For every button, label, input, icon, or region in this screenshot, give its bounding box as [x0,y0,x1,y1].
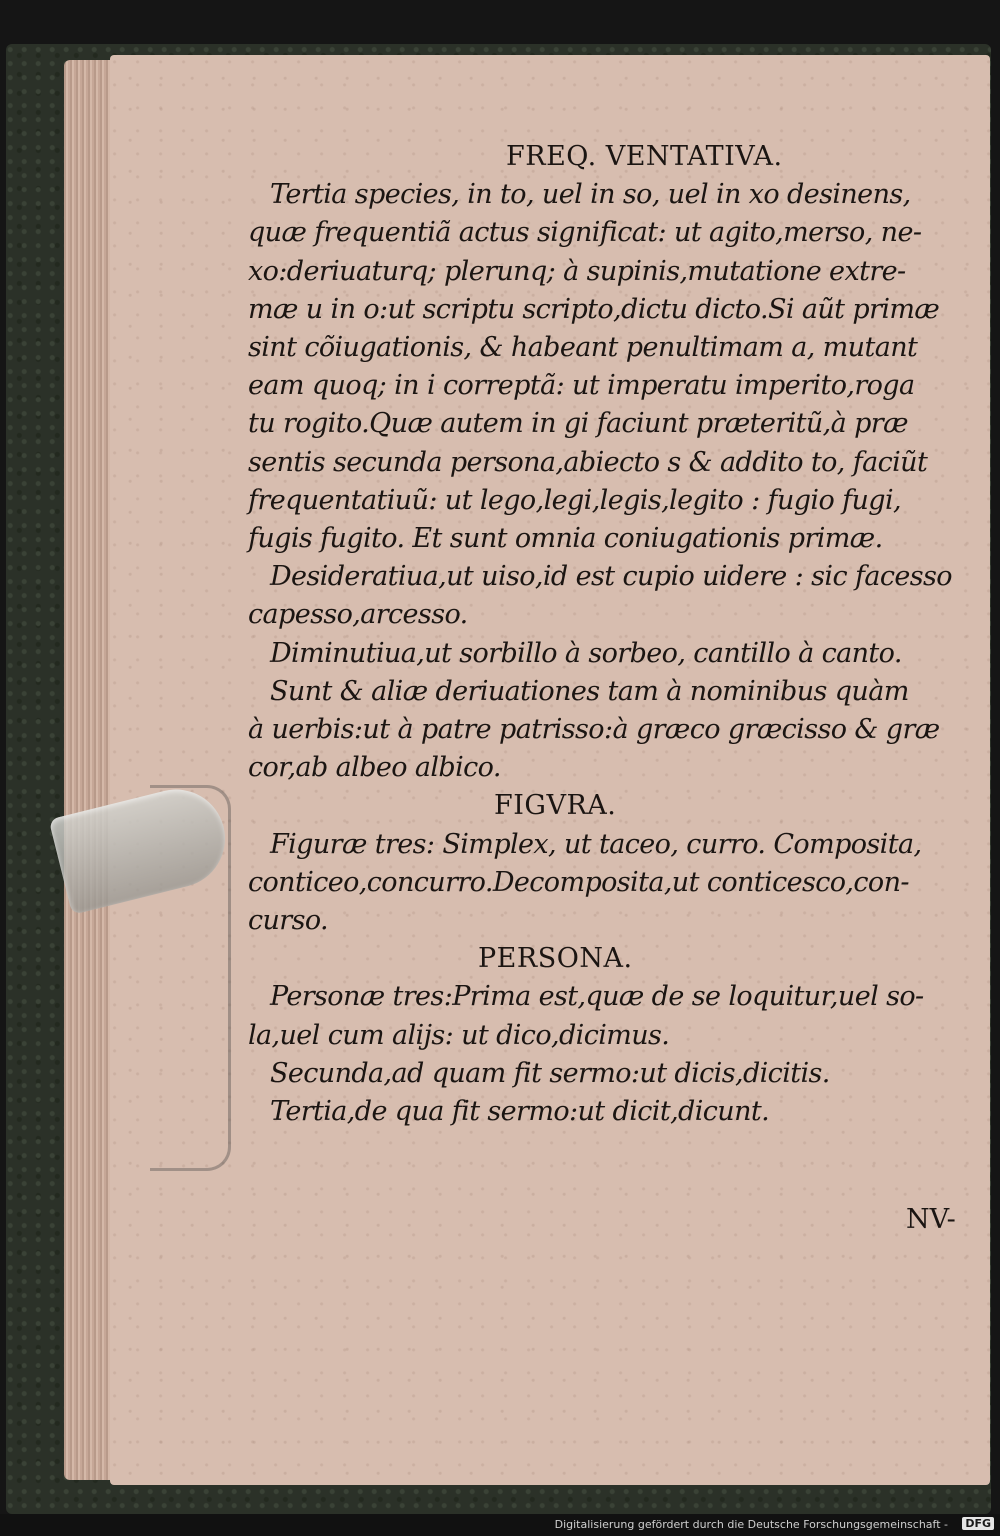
paragraph-personae [248,978,968,1054]
text-line: conticeo,concurro.Decomposita,ut conticesco,con- [248,866,909,898]
heading-frequentativa: FREQ. VENTATIVA. [506,141,783,172]
text-line: Secunda,ad quam fit sermo:ut dicis,dicitis. [270,1057,830,1089]
page-text [248,138,968,1131]
text-line: sint cõiugationis, & habeant penultimam a, mutant [248,332,918,364]
text-line: xo:deriuaturq; plerunq; à supinis,mutatione extre- [248,255,906,287]
paragraph-tertia [248,1093,968,1131]
paragraph-desideratiua [248,558,968,634]
text-line: Tertia,de qua fit sermo:ut dicit,dicunt. [270,1096,770,1128]
text-line: curso. [248,905,329,937]
paragraph-figurae [248,826,968,941]
text-line: tu rogito.Quæ autem in gi faciunt præteritũ,à præ [248,408,908,440]
dfg-logo: DFG [962,1517,994,1530]
paragraph-secunda [248,1055,968,1093]
text-line: Figuræ tres: Simplex, ut taceo, curro. Composita, [270,828,922,860]
text-line: Diminutiua,ut sorbillo à sorbeo, cantillo à canto. [270,637,902,669]
text-line: Desideratiua,ut uiso,id est cupio uidere : sic facesso [270,561,952,593]
text-line: Tertia species, in to, uel in so, uel in xo desinens, [270,179,911,211]
paragraph-diminutiua [248,635,968,673]
text-line: sentis secunda persona,abiecto s & addito to, faciũt [248,446,928,478]
text-line: eam quoq; in i correptã: ut imperatu imperito,roga [248,370,915,402]
catchword: NV- [906,1204,956,1235]
paragraph-tertia-species [248,176,968,558]
text-line: mæ u in o:ut scriptu scripto,dictu dicto.Si aũt primæ [248,293,940,325]
heading-persona: PERSONA. [478,943,633,975]
text-line: quæ frequentiã actus significat: ut agito,merso, ne- [248,217,922,249]
footer-credit: Digitalisierung gefördert durch die Deutsche Forschungsgemeinschaft - [554,1518,948,1531]
text-line: Sunt & aliæ deriuationes tam à nominibus quàm [270,675,909,707]
text-line: fugis fugito. Et sunt omnia coniugationis primæ. [248,523,883,555]
text-line: frequentatiuũ: ut lego,legi,legis,legito : fugio fugi, [248,484,901,516]
heading-figura: FIGVRA. [494,790,617,822]
text-line: Personæ tres:Prima est,quæ de se loquitur,uel so- [270,981,924,1013]
text-line: la,uel cum alijs: ut dico,dicimus. [248,1019,670,1051]
text-line: à uerbis:ut à patre patrisso:à græco græcisso & græ [248,714,940,746]
paragraph-deriuationes [248,673,968,788]
text-line: capesso,arcesso. [248,599,468,631]
text-line: cor,ab albeo albico. [248,752,501,784]
